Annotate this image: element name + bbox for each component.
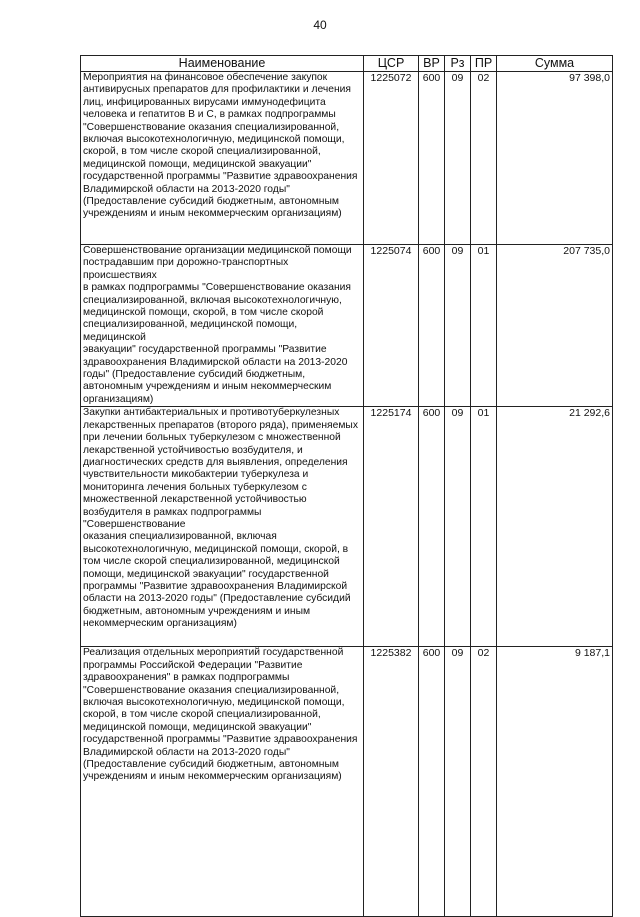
row-vr: 600 [419, 72, 445, 245]
row-sum: 97 398,0 [497, 72, 613, 245]
row-rz: 09 [445, 407, 471, 647]
header-pr: ПР [471, 56, 497, 72]
row-csr: 1225382 [364, 647, 419, 917]
row-pr: 02 [471, 72, 497, 245]
page-number: 40 [313, 18, 327, 32]
row-rz: 09 [445, 647, 471, 917]
row-rz: 09 [445, 72, 471, 245]
header-vr: ВР [419, 56, 445, 72]
header-csr: ЦСР [364, 56, 419, 72]
row-vr: 600 [419, 407, 445, 647]
table-row [81, 407, 613, 647]
table-row [81, 72, 613, 245]
header-rz: Рз [445, 56, 471, 72]
row-pr: 01 [471, 245, 497, 407]
header-sum: Сумма [497, 56, 613, 72]
table-header-row [81, 56, 613, 72]
table-row [81, 647, 613, 917]
row-csr: 1225074 [364, 245, 419, 407]
budget-table [80, 55, 613, 917]
table-row [81, 245, 613, 407]
row-sum: 21 292,6 [497, 407, 613, 647]
row-csr: 1225174 [364, 407, 419, 647]
row-name: Совершенствование организации медицинской помощи пострадавшим при дорожно-транспортных происшествиях в рамках подпрограммы "Совершенствование оказания специализированной, включая высокотехнологичную, медицинской помощи, скорой, в том числе скорой специализированной, медицинской помощи, медицинской эвакуации" государственной программы "Развитие здравоохранения Владимирской области на 2013-2020 годы" (Предоставление субсидий бюджетным, автономным учреждениям и иным некоммерческим организациям) [81, 245, 364, 407]
row-rz: 09 [445, 245, 471, 407]
row-name: Мероприятия на финансовое обеспечение закупок антивирусных препаратов для профилактики и лечения лиц, инфицированных вирусами иммунодефицита человека и гепатитов В и С, в рамках подпрограммы "Совершенствование оказания специализированной, включая высокотехнологичную, медицинской помощи, скорой, в том числе скорой специализированной, медицинской помощи, медицинской эвакуации" государственной программы "Развитие здравоохранения Владимирской области на 2013-2020 годы" (Предоставление субсидий бюджетным, автономным учреждениям и иным некоммерческим организациям) [81, 72, 364, 245]
row-vr: 600 [419, 245, 445, 407]
row-sum: 207 735,0 [497, 245, 613, 407]
row-csr: 1225072 [364, 72, 419, 245]
row-sum: 9 187,1 [497, 647, 613, 917]
row-name: Реализация отдельных мероприятий государственной программы Российской Федерации "Развитие здравоохранения" в рамках подпрограммы "Совершенствование оказания специализированной, включая высокотехнологичную, медицинской помощи, скорой, в том числе скорой специализированной, медицинской помощи, медицинской эвакуации" государственной программы "Развитие здравоохранения Владимирской области на 2013-2020 годы" (Предоставление субсидий бюджетным, автономным учреждениям и иным некоммерческим организациям) [81, 647, 364, 917]
row-vr: 600 [419, 647, 445, 917]
row-pr: 02 [471, 647, 497, 917]
header-name: Наименование [81, 56, 364, 72]
row-name: Закупки антибактериальных и противотуберкулезных лекарственных препаратов (второго ряда), применяемых при лечении больных туберкулезом с множественной лекарственной устойчивостью возбудителя, и диагностических средств для выявления, определения чувствительности микобактерии туберкулеза и мониторинга лечения больных туберкулезом с множественной лекарственной устойчивостью возбудителя в рамках подпрограммы "Совершенствование оказания специализированной, включая высокотехнологичную, медицинской помощи, скорой, в том числе скорой специализированной, медицинской помощи, медицинской эвакуации" государственной программы "Развитие здравоохранения Владимирской области на 2013-2020 годы" (Предоставление субсидий бюджетным, автономным учреждениям и иным некоммерческим организациям) [81, 407, 364, 647]
row-pr: 01 [471, 407, 497, 647]
